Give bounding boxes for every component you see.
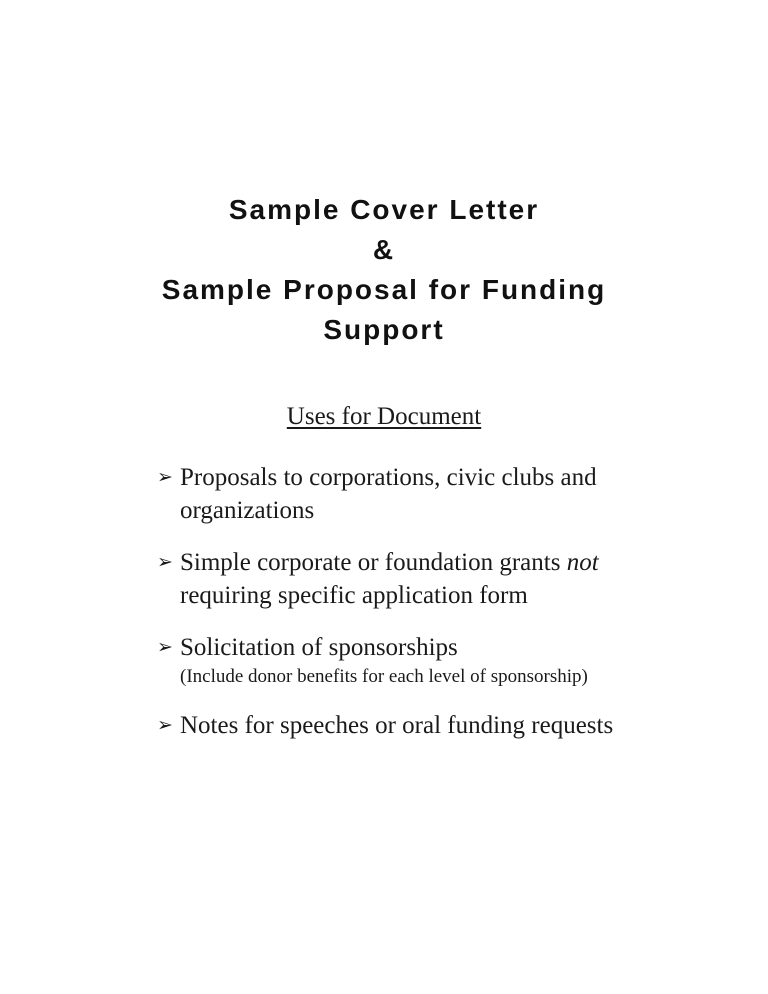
list-item-text: Proposals to corporations, civic clubs and organizations bbox=[180, 464, 597, 524]
list-item-text bbox=[180, 549, 599, 609]
list-item-proposals bbox=[157, 461, 620, 527]
title-line-3: Support bbox=[323, 314, 445, 345]
list-item-text: Notes for speeches or oral funding requests bbox=[180, 712, 614, 739]
list-item-note: (Include donor benefits for each level of sponsorship) bbox=[180, 666, 588, 687]
uses-list bbox=[157, 461, 620, 742]
title-line-2: Sample Proposal for Funding bbox=[161, 274, 607, 305]
arrow-bullet-icon: ➢ bbox=[157, 714, 173, 736]
title-line-ampersand: & bbox=[372, 234, 396, 265]
document-title bbox=[0, 190, 768, 350]
arrow-bullet-icon: ➢ bbox=[157, 551, 173, 573]
list-item-grants bbox=[157, 546, 620, 612]
arrow-bullet-icon: ➢ bbox=[157, 636, 173, 658]
list-item-text-pre: Simple corporate or foundation grants bbox=[180, 549, 567, 576]
list-item-text-italic: not bbox=[566, 549, 599, 576]
title-line-1: Sample Cover Letter bbox=[228, 194, 540, 225]
list-item-text: Solicitation of sponsorships bbox=[180, 634, 458, 661]
section-heading: Uses for Document bbox=[286, 403, 482, 430]
list-item-speeches bbox=[157, 709, 620, 742]
arrow-bullet-icon: ➢ bbox=[157, 466, 173, 488]
list-item-sponsorships bbox=[157, 631, 620, 690]
list-item-text-post: requiring specific application form bbox=[180, 582, 528, 609]
